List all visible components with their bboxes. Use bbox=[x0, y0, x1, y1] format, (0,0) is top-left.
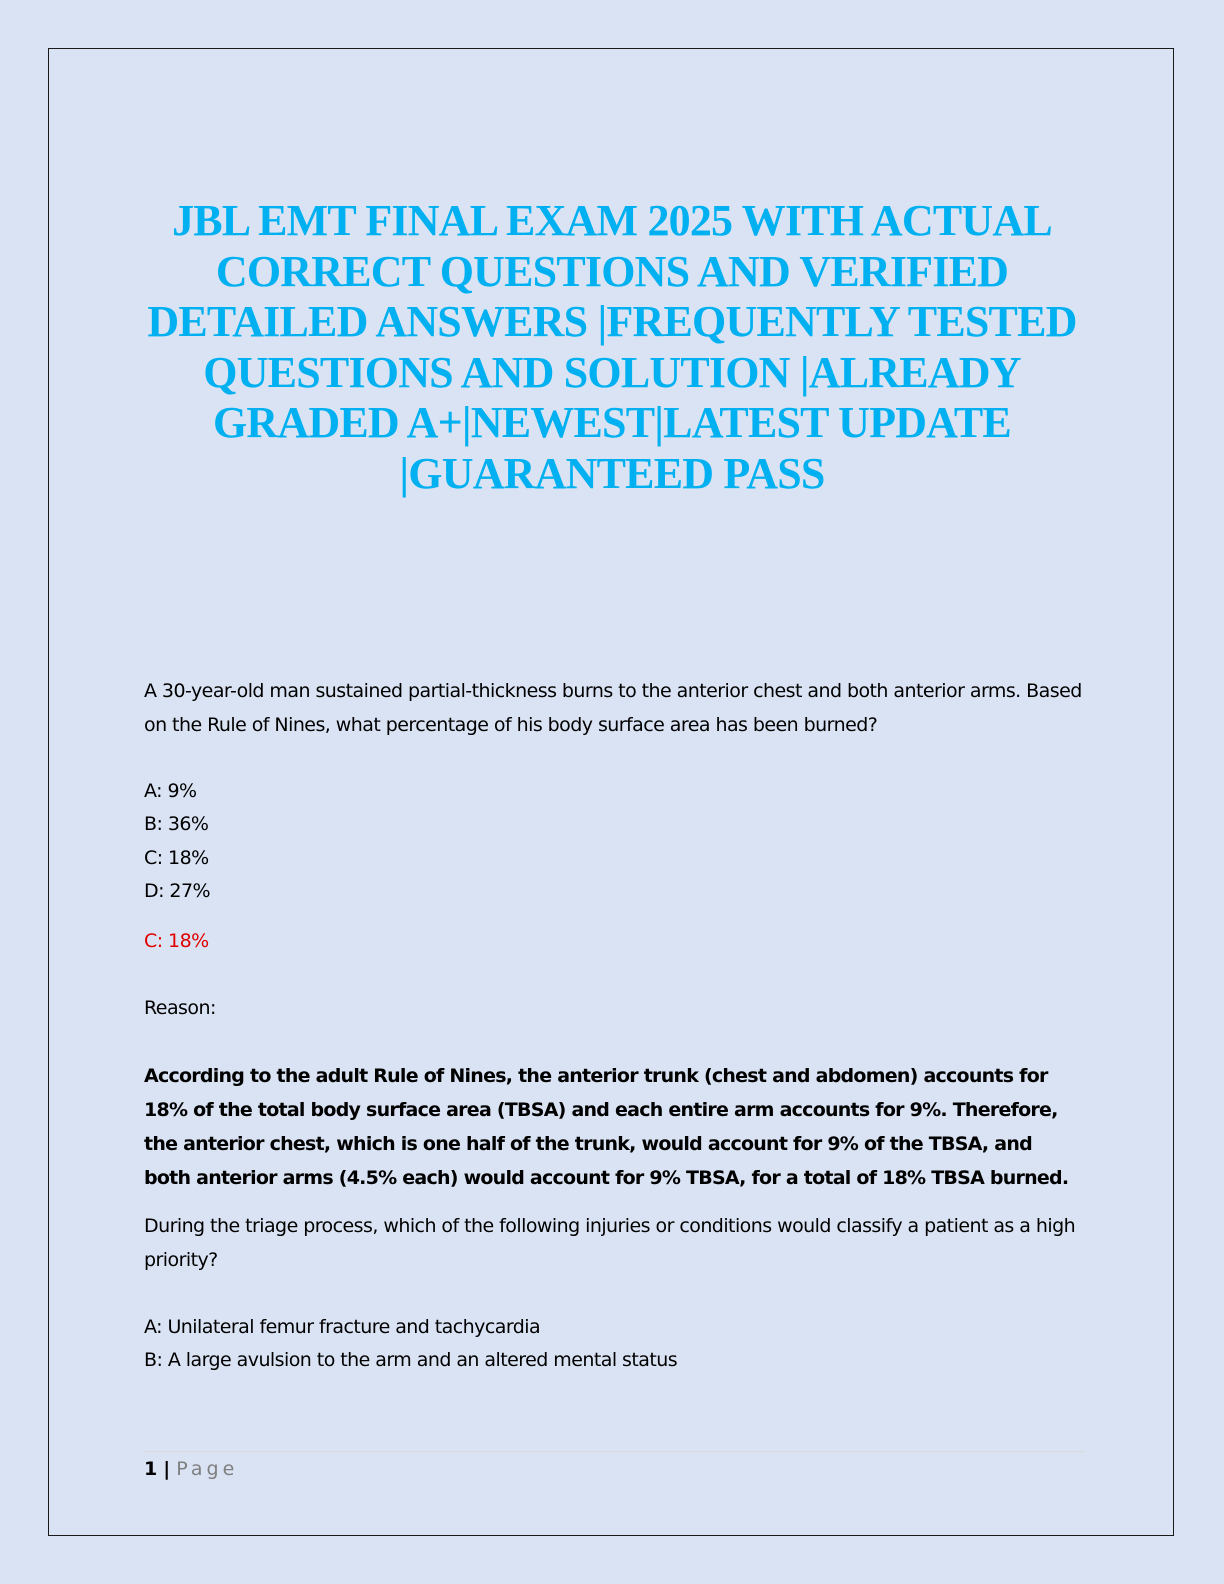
document-title: JBL EMT FINAL EXAM 2025 WITH ACTUAL CORRECT QUESTIONS AND VERIFIED DETAILED ANSWERS |FREQUENTLY TESTED QUESTIONS AND SOLUTION |ALREADY GRADED A+|NEWEST|LATEST UPDATE |GUARANTEED PASS bbox=[147, 196, 1077, 498]
question-1-option-b: B: 36% bbox=[144, 813, 209, 835]
page-footer bbox=[144, 1454, 238, 1484]
footer-divider bbox=[144, 1451, 1084, 1452]
question-1-option-a: A: 9% bbox=[144, 780, 197, 802]
question-2-option-b: B: A large avulsion to the arm and an altered mental status bbox=[144, 1349, 678, 1371]
question-1-text: A 30-year-old man sustained partial-thickness burns to the anterior chest and both anterior arms. Based on the Rule of Nines, what percentage of his body surface area has been burned? bbox=[144, 680, 1082, 736]
page-separator: | bbox=[163, 1458, 171, 1480]
question-1-reason-label: Reason: bbox=[144, 997, 216, 1019]
page-number: 1 bbox=[144, 1458, 158, 1480]
page-label: Page bbox=[176, 1458, 239, 1480]
question-2-text: During the triage process, which of the following injuries or conditions would classify a patient as a high priority? bbox=[144, 1215, 1076, 1271]
question-1-option-d: D: 27% bbox=[144, 880, 211, 902]
question-2-option-a: A: Unilateral femur fracture and tachycardia bbox=[144, 1316, 541, 1338]
question-1-correct-answer: C: 18% bbox=[144, 930, 209, 952]
question-1-option-c: C: 18% bbox=[144, 847, 209, 869]
question-1-reason-text: According to the adult Rule of Nines, the anterior trunk (chest and abdomen) accounts for 18% of the total body surface area (TBSA) and each entire arm accounts for 9%. Therefore, the anterior chest, which is one half of the trunk, would account for 9% of the TBSA, and both anterior arms (4.5% each) would account for 9% TBSA, for a total of 18% TBSA burned. bbox=[144, 1065, 1069, 1189]
